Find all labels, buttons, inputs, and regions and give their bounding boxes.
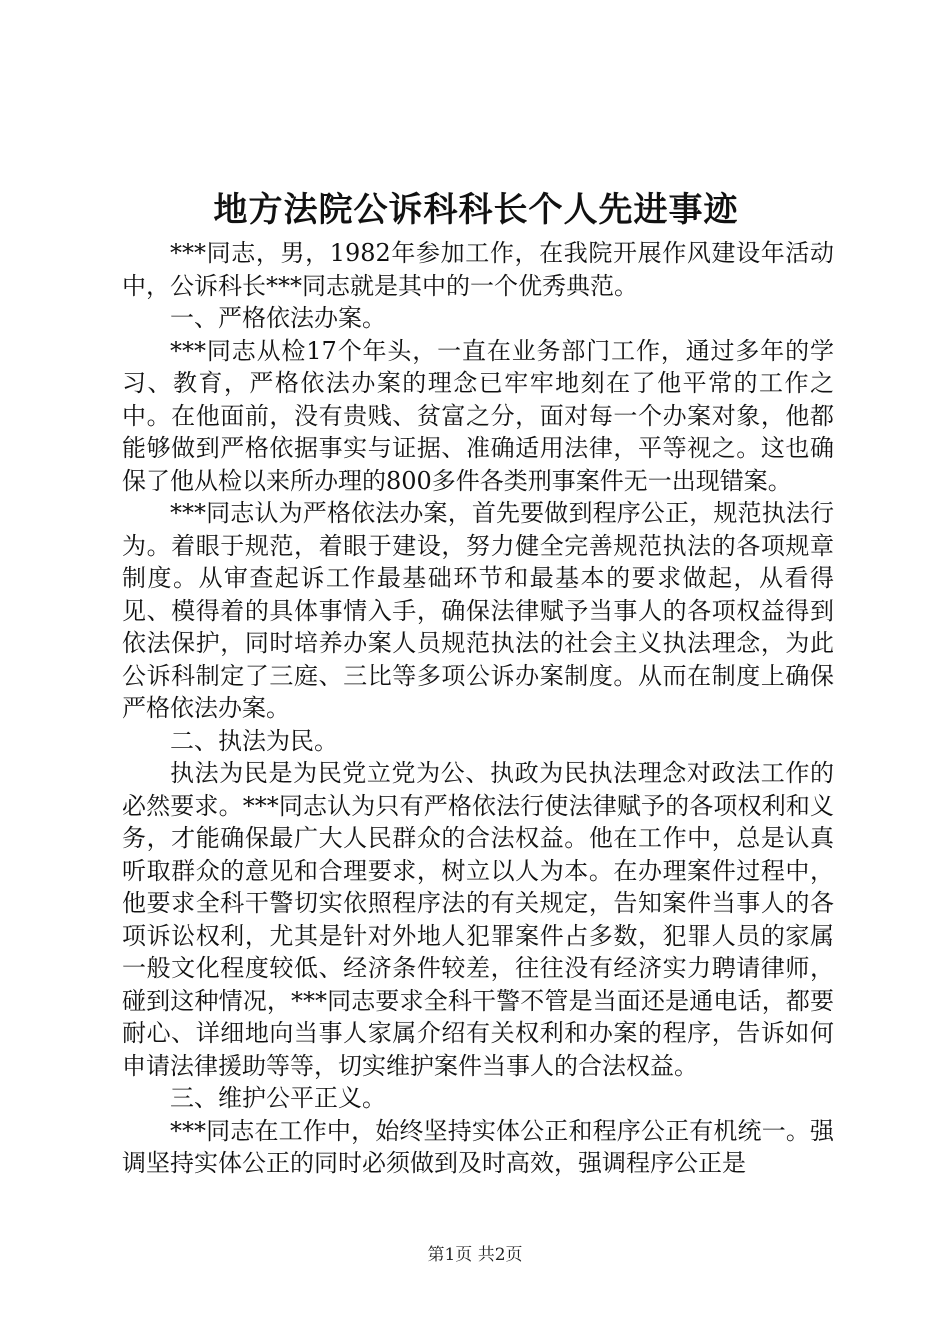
paragraph-intro: ***同志，男，1982年参加工作，在我院开展作风建设年活动中，公诉科长***同志就是其中的一个优秀典范。 [122,239,834,300]
document-title: 地方法院公诉科科长个人先进事迹 [213,190,739,230]
section-heading-3: 三、维护公平正义。 [170,1084,386,1112]
section-heading-2: 二、执法为民。 [170,726,338,755]
paragraph-section-2: 执法为民是为民党立党为公、执政为民执法理念对政法工作的必然要求。***同志认为只有严格依法行使法律赋予的各项权利和义务，才能确保最广大人民群众的合法权益。他在工作中，总是认真听取群众的意见和合理要求，树立以人为本。在办理案件过程中，他要求全科干警切实依照程序法的有关规定，告知案件当事人的各项诉讼权利，尤其是针对外地人犯罪案件占多数，犯罪人员的家属一般文化程度较低、经济条件较差，往往没有经济实力聘请律师，碰到这种情况，***同志要求全科干警不管是当面还是通电话，都要耐心、详细地向当事人家属介绍有关权利和办案的程序，告诉如何申请法律援助等等，切实维护案件当事人的合法权益。 [122,759,834,1080]
section-heading-1: 一、严格依法办案。 [170,304,386,332]
page-footer: 第1页 共2页 [427,1245,523,1265]
document-body [122,237,834,1180]
paragraph-section-1-b: ***同志认为严格依法办案，首先要做到程序公正，规范执法行为。着眼于规范，着眼于建设，努力健全完善规范执法的各项规章制度。从审查起诉工作最基础环节和最基本的要求做起，从看得见、模得着的具体事情入手，确保法律赋予当事人的各项权益得到依法保护，同时培养办案人员规范执法的社会主义执法理念，为此公诉科制定了三庭、三比等多项公诉办案制度。从而在制度上确保严格依法办案。 [122,499,834,722]
paragraph-section-3: ***同志在工作中，始终坚持实体公正和程序公正有机统一。强调坚持实体公正的同时必须做到及时高效，强调程序公正是 [122,1116,834,1177]
paragraph-section-1-a: ***同志从检17个年头，一直在业务部门工作，通过多年的学习、教育，严格依法办案的理念已牢牢地刻在了他平常的工作之中。在他面前，没有贵贱、贫富之分，面对每一个办案对象，他都能够做到严格依据事实与证据、准确适用法律，平等视之。这也确保了他从检以来所办理的800多件各类刑事案件无一出现错案。 [122,336,834,495]
